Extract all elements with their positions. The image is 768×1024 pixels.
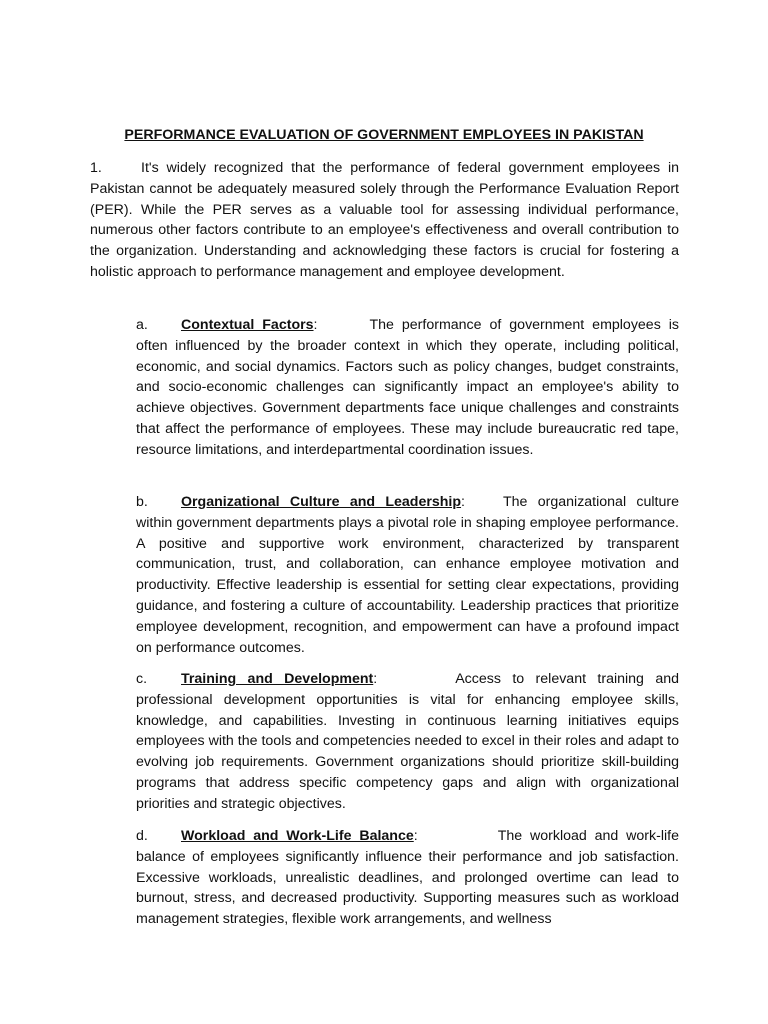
subsection-heading: Organizational Culture and Leadership bbox=[181, 494, 462, 510]
subsection-heading: Training and Development bbox=[181, 671, 374, 687]
subsection-text: The organizational culture within government departments plays a pivotal role in shaping employee performance. A positive and supportive work environment, characterized by transparent communication, trust, and collaboration, can enhance employee motivation and productivity. Effective leadership is essential for setting clear expectations, providing guidance, and fostering a culture of accountability. Leadership practices that prioritize employee development, recognition, and empowerment can have a profound impact on performance outcomes. bbox=[136, 494, 679, 656]
subsection-letter: d. bbox=[136, 828, 148, 844]
subsection-d bbox=[136, 826, 679, 930]
subsection-colon: : bbox=[313, 317, 318, 333]
paragraph-1 bbox=[90, 158, 679, 283]
subsection-colon: : bbox=[461, 494, 465, 510]
paragraph-number: 1. bbox=[90, 160, 102, 176]
subsection-text: The workload and work-life balance of employees significantly influence their performance and job satisfaction. Excessive workloads, unrealistic deadlines, and prolonged overtime can lead to burnout, stress, and decreased productivity. Supporting measures such as workload management strategies, flexible work arrangements, and wellness bbox=[136, 828, 679, 928]
subsection-colon: : bbox=[373, 671, 378, 687]
subsection-c bbox=[136, 669, 679, 815]
paragraph-text: It's widely recognized that the performance of federal government employees in Pakistan cannot be adequately measured solely through the Performance Evaluation Report (PER). While the PER serves as a valuable tool for assessing individual performance, numerous other factors contribute to an employee's effectiveness and overall contribution to the organization. Understanding and acknowledging these factors is crucial for fostering a holistic approach to performance management and employee development. bbox=[90, 160, 679, 280]
subsection-letter: b. bbox=[136, 494, 148, 510]
subsection-colon: : bbox=[413, 828, 418, 844]
subsection-text: The performance of government employees is often influenced by the broader context in which they operate, including political, economic, and social dynamics. Factors such as policy changes, budget constraints, and socio-economic challenges can significantly impact an employee's ability to achieve objectives. Government departments face unique challenges and constraints that affect the performance of employees. These may include bureaucratic red tape, resource limitations, and interdepartmental coordination issues. bbox=[136, 317, 679, 458]
document-title: PERFORMANCE EVALUATION OF GOVERNMENT EMPLOYEES IN PAKISTAN bbox=[124, 127, 644, 143]
subsection-letter: c. bbox=[136, 671, 148, 687]
subsection-heading: Workload and Work-Life Balance bbox=[181, 828, 414, 844]
subsection-letter: a. bbox=[136, 317, 148, 333]
subsection-text: Access to relevant training and professional development opportunities is vital for enhancing employee skills, knowledge, and capabilities. Investing in continuous learning initiatives equips employees with the tools and competencies needed to excel in their roles and adapt to evolving job requirements. Government organizations should prioritize skill-building programs that address specific competency gaps and align with organizational priorities and strategic objectives. bbox=[136, 671, 679, 812]
subsection-b bbox=[136, 492, 679, 658]
subsection-a bbox=[136, 315, 679, 461]
subsection-heading: Contextual Factors bbox=[181, 317, 314, 333]
